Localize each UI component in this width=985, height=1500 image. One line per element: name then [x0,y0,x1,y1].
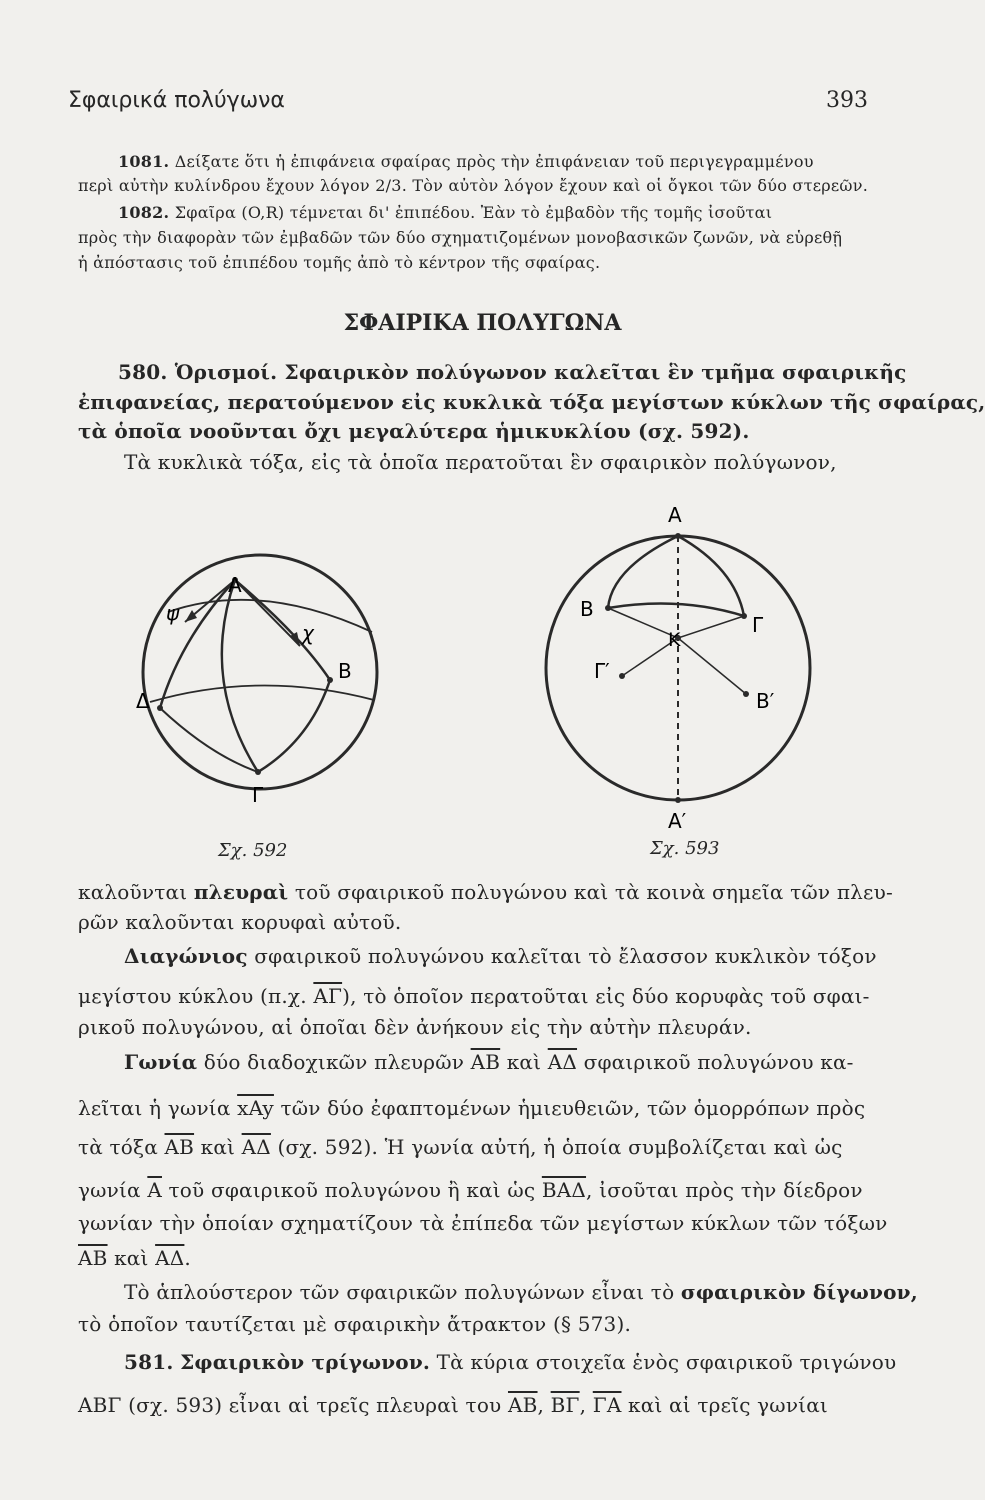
figure-592 [136,540,400,810]
point-B [327,677,333,683]
arc-BG [608,604,744,617]
label-B: B [338,659,352,683]
label-B2: B′ [756,689,775,713]
exercise-number: 1081. [118,152,170,171]
label-G2: Γ′ [594,659,610,683]
s581-line2: ΑΒΓ (σχ. 593) εἶναι αἱ τρεῖς πλευραὶ του $\overline{AB}$, $\overline{B\Gamma}$, $\overline{\Gamma A}$ καὶ αἱ τρεῖς γωνίαι [78,1393,828,1417]
figure-593-caption: Σχ. 593 [650,838,720,859]
label-A: A [228,573,242,597]
great-circle-lower [150,685,374,702]
page-number: 393 [826,88,868,113]
point-B [605,605,611,611]
para1-line2: ρῶν καλοῦνται κορυφαὶ αὐτοῦ. [78,910,402,934]
para3-line5: γωνίαν τὴν ὁποίαν σχηματίζουν τὰ ἐπίπεδα τῶν μεγίστων κύκλων τῶν τόξων [78,1211,888,1235]
tangent-y-arrow [185,610,197,622]
point-A2 [675,797,681,803]
s580-line2: ἐπιφανείας, περατούμενον εἰς κυκλικὰ τόξα μεγίστων κύκλων τῆς σφαίρας, [78,390,985,414]
para3-line3: τὰ τόξα $\overline{AB}$ καὶ $\overline{A\Delta}$ (σχ. 592). Ἡ γωνία αὐτή, ἡ ὁποία συμβολίζεται καὶ ὡς [78,1135,843,1159]
para3-line2: λεῖται ἡ γωνία $\overline{xAy}$ τῶν δύο ἐφαπτομένων ἡμιευθειῶν, τῶν ὁμορρόπων πρὸς [78,1096,866,1120]
exercise-1081-line1: 1081. Δείξατε ὅτι ἡ ἐπιφάνεια σφαίρας πρὸς τὴν ἐπιφάνειαν τοῦ περιγεγραμμένου [118,152,814,171]
point-D [157,705,163,711]
para3-line1: Γωνία δύο διαδοχικῶν πλευρῶν $\overline{AB}$ καὶ $\overline{A\Delta}$ σφαιρικοῦ πολυγώνου κα- [124,1050,854,1074]
exercise-1081-line2: περὶ αὐτὴν κυλίνδρου ἔχουν λόγον 2/3. Τὸν αὐτὸν λόγον ἔχουν καὶ οἱ ὄγκοι τῶν δύο στερεῶν. [78,176,869,195]
s581-line1: 581. Σφαιρικὸν τρίγωνον. Τὰ κύρια στοιχεῖα ἑνὸς σφαιρικοῦ τριγώνου [124,1350,897,1374]
point-G [255,769,261,775]
para4-line2: τὸ ὁποῖον ταυτίζεται μὲ σφαιρικὴν ἄτρακτον (§ 573). [78,1312,632,1336]
para2-line2: μεγίστου κύκλου (π.χ. $\overline{A\Gamma}$), τὸ ὁποῖον περατοῦται εἰς δύο κορυφὰς τοῦ σφαι- [78,984,870,1008]
exercise-1082-line2: πρὸς τὴν διαφορὰν τῶν ἐμβαδῶν τῶν δύο σχηματιζομένων μονοβασικῶν ζωνῶν, νὰ εὑρεθῇ [78,228,843,247]
arc-AG [222,580,258,772]
point-G [741,613,747,619]
point-G2 [619,673,625,679]
figure-592-caption: Σχ. 592 [218,840,288,861]
label-A: A [668,503,682,527]
label-G: Γ [252,783,264,807]
point-A [675,533,681,539]
section-heading: ΣΦΑΙΡΙΚΑ ΠΟΛΥΓΩΝΑ [343,310,622,336]
para3-line6: $\overline{AB}$ καὶ $\overline{A\Delta}$. [78,1246,191,1270]
para3-line4: γωνία $\overline{A}$ τοῦ σφαιρικοῦ πολυγώνου ἢ καὶ ὡς $\overline{BA\Delta}$, ἰσοῦται πρὸς τὴν δίεδρον [78,1178,863,1202]
para4-line1: Τὸ ἁπλούστερον τῶν σφαιρικῶν πολυγώνων εἶναι τὸ σφαιρικὸν δίγωνον, [124,1280,918,1304]
para2-line1: Διαγώνιος σφαιρικοῦ πολυγώνου καλεῖται τὸ ἔλασσον κυκλικὸν τόξον [124,944,877,968]
arc-BG [258,680,330,772]
radius-KB2 [678,638,746,694]
label-chi: χ [302,621,314,645]
s580-line3: τὰ ὁποῖα νοοῦνται ὄχι μεγαλύτερα ἡμικυκλίου (σχ. 592). [78,419,750,443]
label-G: Γ [752,613,764,637]
exercise-1082-line3: ἡ ἀπόστασις τοῦ ἐπιπέδου τομῆς ἀπὸ τὸ κέντρον τῆς σφαίρας. [78,253,601,272]
label-D: Δ [136,689,150,713]
arc-DG [160,708,258,772]
running-header-title: Σφαιρικά πολύγωνα [68,88,285,113]
s580-line1: 580. Ὁρισμοί. Σφαιρικὸν πολύγωνον καλεῖται ἓν τμῆμα σφαιρικῆς [118,360,907,384]
point-B2 [743,691,749,697]
radius-KG [678,616,744,638]
label-A2: A′ [668,809,687,833]
label-B: B [580,597,594,621]
para2-line3: ρικοῦ πολυγώνου, αἱ ὁποῖαι δὲν ἀνήκουν εἰς τὴν αὐτὴν πλευράν. [78,1015,752,1039]
label-K: K [668,629,681,651]
s580-line4: Τὰ κυκλικὰ τόξα, εἰς τὰ ὁποῖα περατοῦται ἓν σφαιρικὸν πολύγωνον, [124,450,837,474]
para1-line1: καλοῦνται πλευραὶ τοῦ σφαιρικοῦ πολυγώνου καὶ τὰ κοινὰ σημεῖα τῶν πλευ- [78,880,893,904]
label-psi: ψ [166,601,180,625]
figure-593 [560,498,860,843]
arc-AB [608,536,678,608]
exercise-1082-line1: 1082. Σφαῖρα (O,R) τέμνεται δι' ἐπιπέδου. Ἐὰν τὸ ἐμβαδὸν τῆς τομῆς ἰσοῦται [118,203,773,222]
exercise-number: 1082. [118,203,170,222]
